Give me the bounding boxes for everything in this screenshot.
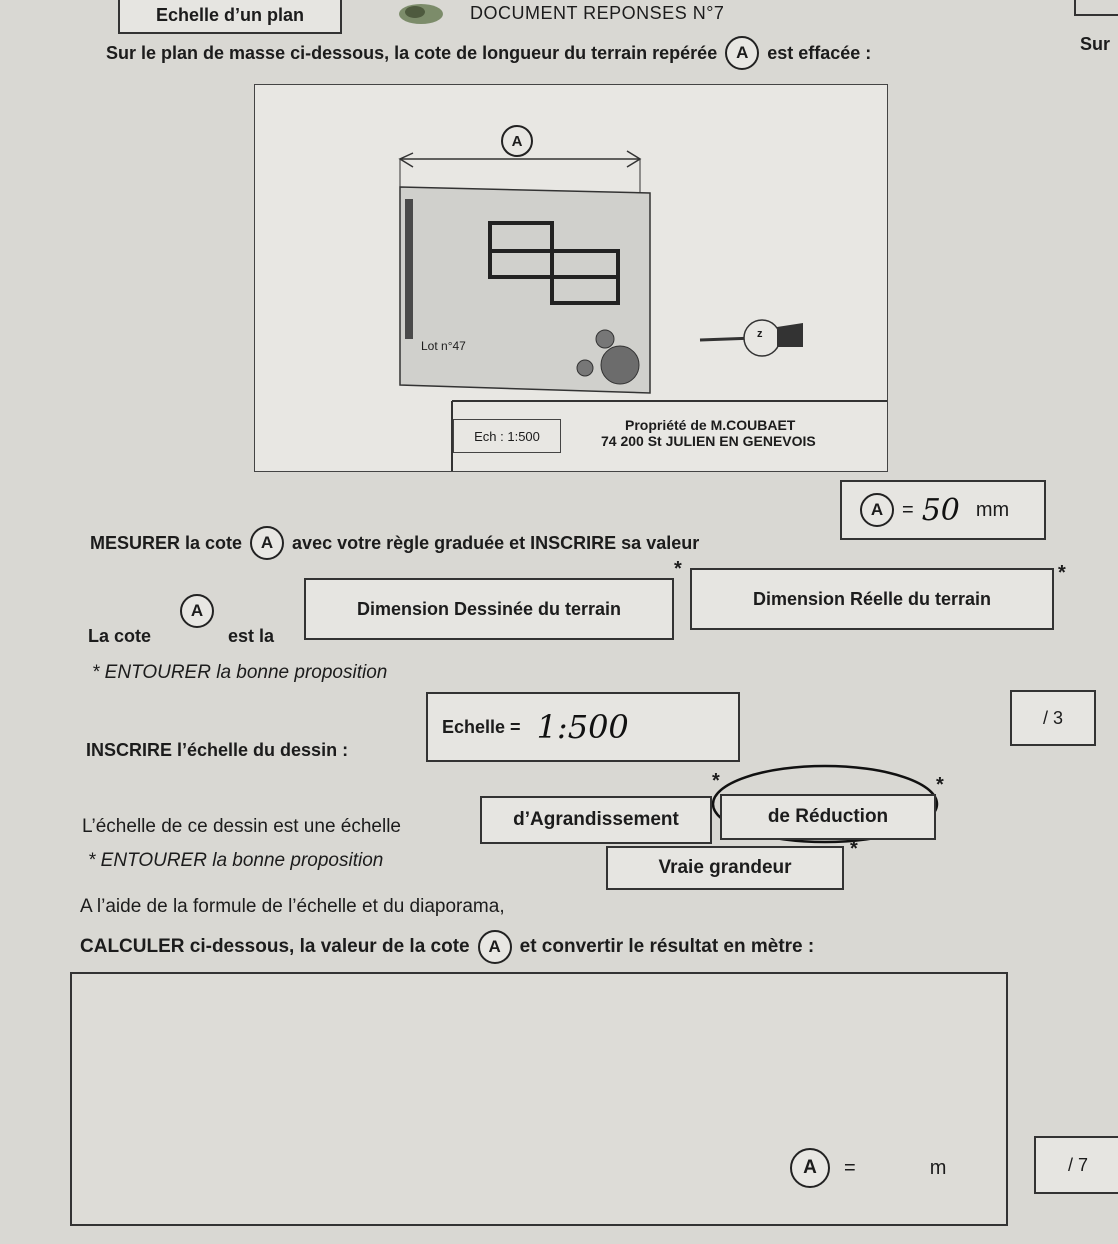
option-vraie-grandeur-label: Vraie grandeur: [658, 857, 792, 878]
scale-label: Ech : 1:500: [474, 428, 540, 444]
owner-line1: Propriété de M.COUBAET: [625, 417, 796, 433]
plan-drawing: [255, 85, 887, 471]
instruction-1: * ENTOURER la bonne proposition: [92, 662, 388, 683]
option-reduction[interactable]: [720, 794, 936, 840]
star-vraie-grandeur: *: [850, 838, 858, 860]
score-box-3: [1010, 690, 1096, 746]
scale-answer-box[interactable]: [426, 692, 740, 762]
score-box-7: [1034, 1136, 1118, 1194]
unit-mm: mm: [975, 498, 1010, 521]
corner-label: Sur: [1080, 34, 1111, 54]
scale-box-label: Echelle =: [442, 716, 521, 737]
scale-question-label: INSCRIRE l’échelle du dessin :: [86, 740, 349, 760]
star-option1: *: [674, 558, 682, 580]
title-box: [118, 0, 342, 34]
calc-line2-before: CALCULER ci-dessous, la valeur de la cote: [80, 936, 470, 957]
calc-unit: m: [929, 1156, 947, 1179]
marker-a-result: A: [790, 1148, 830, 1188]
marker-a-answer: A: [860, 493, 894, 527]
plan-marker-a: A: [501, 125, 533, 157]
measured-value: 50: [921, 492, 960, 528]
calc-answer: [790, 1148, 946, 1188]
star-reduction: *: [936, 774, 944, 796]
option-reelle-label: Dimension Réelle du terrain: [752, 588, 992, 609]
option-reduction-label: de Réduction: [767, 806, 889, 827]
logo-icon: [395, 0, 447, 26]
instruction-2: * ENTOURER la bonne proposition: [88, 850, 384, 871]
marker-a-measure: A: [250, 526, 284, 560]
intro-after: est effacée :: [767, 42, 872, 63]
score-3: / 3: [1042, 707, 1063, 728]
calc-line2: [80, 930, 814, 964]
scale-type-prefix: L’échelle de ce dessin est une échelle: [82, 816, 402, 837]
option-agrandissement[interactable]: [480, 796, 712, 844]
marker-a-intro: A: [725, 36, 759, 70]
owner-line2: 74 200 St JULIEN EN GENEVOIS: [601, 433, 816, 449]
doc-label: DOCUMENT REPONSES N°7: [470, 3, 725, 23]
north-arrow-label: z: [757, 328, 763, 340]
lot-label: Lot n°47: [421, 339, 466, 353]
cote-prefix: La cote: [88, 626, 152, 646]
option-dessinee[interactable]: [304, 578, 674, 640]
calc-line2-after: et convertir le résultat en mètre :: [519, 936, 815, 957]
marker-a-cote: A: [180, 594, 214, 628]
intro-text: [106, 36, 871, 70]
calc-line1: A l’aide de la formule de l’échelle et du diaporama,: [80, 896, 505, 917]
option-dessinee-label: Dimension Dessinée du terrain: [356, 598, 622, 619]
option-reelle[interactable]: [690, 568, 1054, 630]
site-plan: [254, 84, 888, 472]
calc-equals: =: [844, 1156, 856, 1179]
measure-answer-box[interactable]: [840, 480, 1046, 540]
intro-before: Sur le plan de masse ci-dessous, la cote de longueur du terrain repérée: [106, 42, 718, 63]
scale-cell: [453, 419, 561, 453]
corner-line: [1074, 0, 1118, 16]
star-agrandissement: *: [712, 770, 720, 792]
equals-sign: =: [902, 498, 914, 521]
option-agrandissement-label: d’Agrandissement: [513, 809, 679, 830]
measure-before: MESURER la cote: [90, 532, 243, 553]
score-7: / 7: [1067, 1154, 1088, 1175]
scale-answer: 1:500: [536, 708, 629, 746]
option-vraie-grandeur[interactable]: [606, 846, 844, 890]
cote-suffix: est la: [228, 626, 275, 646]
marker-a-calc: A: [478, 930, 512, 964]
page-title: Echelle d’un plan: [155, 4, 305, 25]
star-option2: *: [1058, 562, 1066, 584]
measure-after: avec votre règle graduée et INSCRIRE sa valeur: [292, 532, 700, 553]
measure-text: [90, 526, 699, 560]
